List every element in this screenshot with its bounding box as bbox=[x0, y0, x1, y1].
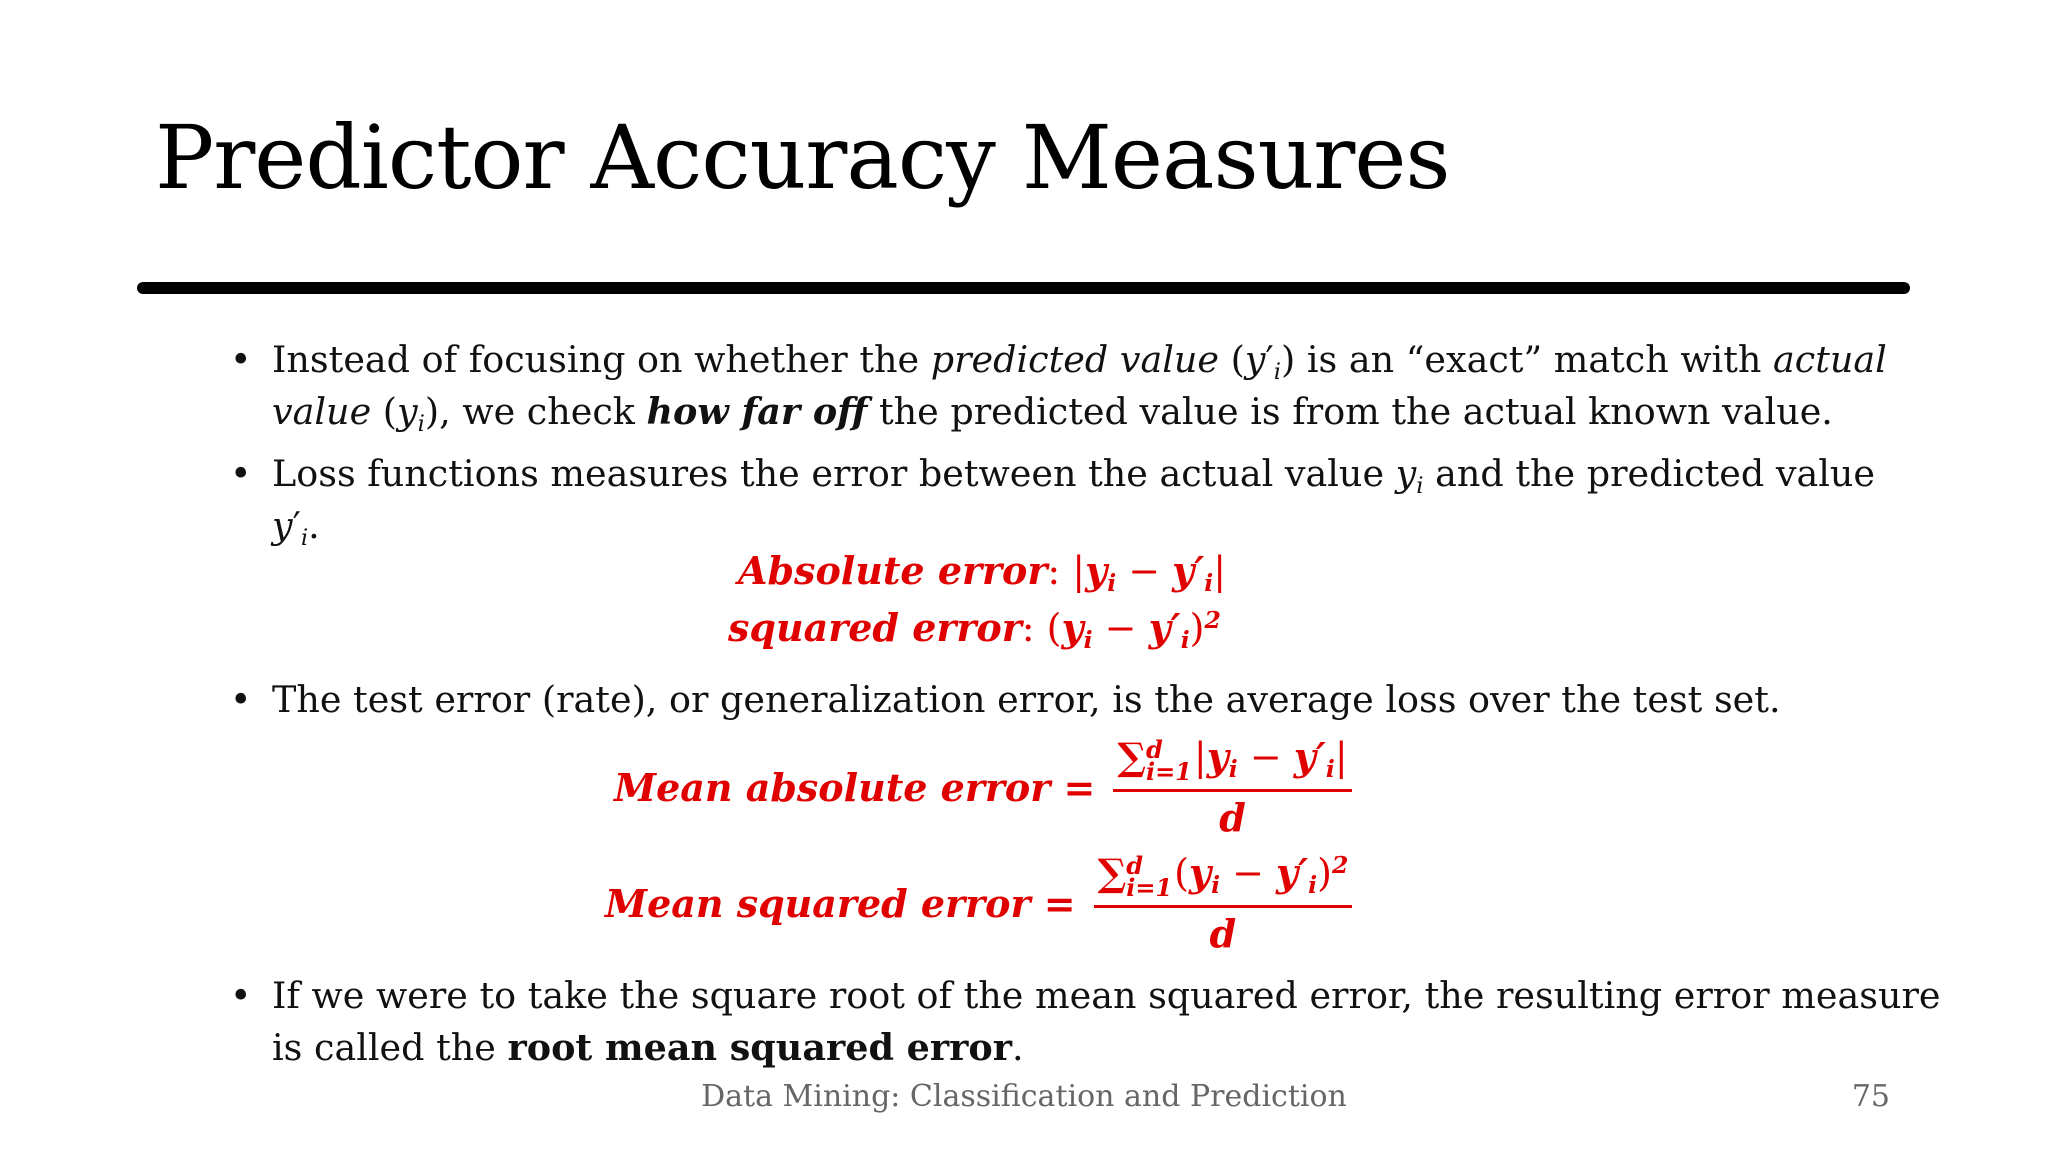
summation-limits bbox=[1145, 734, 1192, 786]
bullet-4-line-1: If we were to take the square root of the mean squared error, the resulting error measure bbox=[272, 974, 1941, 1017]
bullet-2-period: . bbox=[308, 504, 320, 547]
formula-y: y bbox=[1188, 850, 1212, 895]
actual-symbol-sub: i bbox=[417, 410, 425, 437]
mse-fraction bbox=[1094, 851, 1353, 956]
summation-symbol: ∑ bbox=[1117, 734, 1146, 779]
rmse-term: root mean squared error bbox=[507, 1026, 1012, 1069]
mse-denominator: d bbox=[1209, 910, 1237, 956]
abs-bar-close: | bbox=[1334, 735, 1348, 779]
absolute-error-label: Absolute error bbox=[738, 548, 1048, 593]
actual-term: actual bbox=[1773, 338, 1887, 381]
mae-numerator bbox=[1113, 735, 1351, 792]
abs-bar-open: | bbox=[1193, 735, 1207, 779]
bullet-marker: • bbox=[230, 678, 252, 721]
formula-prime: ′ bbox=[1298, 850, 1309, 895]
page-number: 75 bbox=[1851, 1079, 1890, 1114]
predicted-paren-open: ( bbox=[1219, 338, 1245, 381]
formula-sub-i: i bbox=[1228, 755, 1238, 784]
formula-sub-i: i bbox=[1204, 569, 1214, 598]
mae-label: Mean absolute error = bbox=[614, 764, 1096, 810]
formula-sub-i: i bbox=[1107, 569, 1117, 598]
predicted-symbol-y: y bbox=[272, 504, 293, 547]
bullet-2-line-2 bbox=[272, 500, 1875, 552]
actual-paren-close: ) bbox=[424, 390, 440, 433]
bullet-3 bbox=[230, 674, 1781, 726]
formula-y: y bbox=[1172, 548, 1195, 593]
sum-lower-limit: i=1 bbox=[1126, 872, 1173, 902]
bullet-2 bbox=[230, 448, 1876, 552]
squared-error-open: : ( bbox=[1021, 606, 1062, 650]
bullet-1-text-b: is an “exact” match with bbox=[1295, 338, 1774, 381]
predicted-symbol-prime: ′ bbox=[1265, 338, 1274, 381]
bullet-4-text: is called the bbox=[272, 1026, 508, 1069]
bullet-2-text-b: and the predicted value bbox=[1423, 452, 1876, 495]
formula-sub-i: i bbox=[1325, 755, 1335, 784]
footer-title: Data Mining: Classification and Prediction bbox=[701, 1079, 1347, 1114]
bullet-4-line-2 bbox=[272, 1022, 1941, 1074]
summation-symbol: ∑ bbox=[1097, 850, 1127, 895]
formula-prime: ′ bbox=[1315, 734, 1326, 779]
title-divider bbox=[137, 282, 1910, 294]
formula-y: y bbox=[1206, 734, 1229, 779]
formula-sub-i: i bbox=[1308, 871, 1318, 900]
actual-symbol-y: y bbox=[1395, 452, 1417, 495]
bullet-marker: • bbox=[230, 974, 252, 1017]
mae-fraction bbox=[1113, 735, 1351, 840]
actual-paren-open: ( bbox=[371, 390, 398, 433]
bullet-1-line-1 bbox=[272, 334, 1887, 386]
bullet-marker: • bbox=[230, 452, 252, 495]
formula-minus: − bbox=[1092, 606, 1149, 650]
mean-squared-error-formula bbox=[605, 851, 1352, 956]
predicted-paren-close: ) bbox=[1281, 338, 1296, 381]
sum-lower-limit: i=1 bbox=[1145, 756, 1192, 786]
formula-minus: − bbox=[1116, 549, 1173, 593]
predicted-symbol-prime: ′ bbox=[292, 504, 301, 547]
paren-open: ( bbox=[1174, 851, 1189, 895]
formula-minus: − bbox=[1220, 851, 1277, 895]
predicted-symbol-sub: i bbox=[1273, 358, 1282, 385]
squared-exponent: 2 bbox=[1204, 606, 1221, 635]
value-term: value bbox=[272, 390, 372, 433]
formula-y: y bbox=[1293, 734, 1316, 779]
predicted-symbol-y: y bbox=[1244, 338, 1266, 381]
formula-prime: ′ bbox=[1170, 605, 1181, 650]
formula-sub-i: i bbox=[1211, 871, 1221, 900]
formula-sub-i: i bbox=[1083, 626, 1093, 655]
squared-error-close: ) bbox=[1189, 606, 1205, 650]
formula-y: y bbox=[1148, 605, 1171, 650]
bullet-marker: • bbox=[230, 338, 252, 381]
bullet-1 bbox=[230, 334, 1887, 438]
mse-numerator bbox=[1094, 851, 1353, 908]
absolute-error-close: | bbox=[1213, 549, 1227, 593]
bullet-1-line-2 bbox=[272, 386, 1887, 438]
mse-label: Mean squared error = bbox=[605, 880, 1076, 926]
slide-title: Predictor Accuracy Measures bbox=[155, 106, 1450, 209]
squared-error-label: squared error bbox=[728, 605, 1022, 650]
predicted-value-term: predicted value bbox=[930, 338, 1219, 381]
bullet-1-text-a: Instead of focusing on whether the bbox=[272, 338, 931, 381]
formula-y: y bbox=[1276, 850, 1299, 895]
actual-symbol-y: y bbox=[397, 390, 418, 433]
bullet-3-text: The test error (rate), or generalization error, is the average loss over the test set. bbox=[272, 678, 1781, 721]
squared-error-formula bbox=[728, 605, 1221, 655]
bullet-1-text-c: , we check bbox=[439, 390, 647, 433]
bullet-4 bbox=[230, 970, 1941, 1074]
predicted-symbol-sub: i bbox=[300, 524, 309, 551]
paren-close: ) bbox=[1317, 851, 1332, 895]
formula-y: y bbox=[1061, 605, 1084, 650]
bullet-4-period: . bbox=[1011, 1026, 1024, 1069]
sum-upper-limit: d bbox=[1145, 734, 1163, 764]
mean-absolute-error-formula bbox=[614, 735, 1352, 840]
formula-prime: ′ bbox=[1194, 548, 1205, 593]
formula-sub-i: i bbox=[1180, 626, 1190, 655]
bullet-1-text-d: the predicted value is from the actual known value. bbox=[867, 390, 1833, 433]
summation-limits bbox=[1126, 850, 1173, 902]
absolute-error-open: : | bbox=[1047, 549, 1086, 593]
absolute-error-formula bbox=[738, 548, 1227, 598]
formula-y: y bbox=[1085, 548, 1108, 593]
actual-symbol-sub: i bbox=[1416, 472, 1424, 499]
mse-exponent: 2 bbox=[1331, 851, 1349, 880]
bullet-2-line-1 bbox=[272, 448, 1875, 500]
formula-minus: − bbox=[1237, 735, 1294, 779]
mae-denominator: d bbox=[1219, 794, 1246, 840]
how-far-off-emphasis: how far off bbox=[646, 390, 868, 433]
bullet-2-text-a: Loss functions measures the error between the actual value bbox=[272, 452, 1396, 495]
sum-upper-limit: d bbox=[1126, 850, 1143, 880]
